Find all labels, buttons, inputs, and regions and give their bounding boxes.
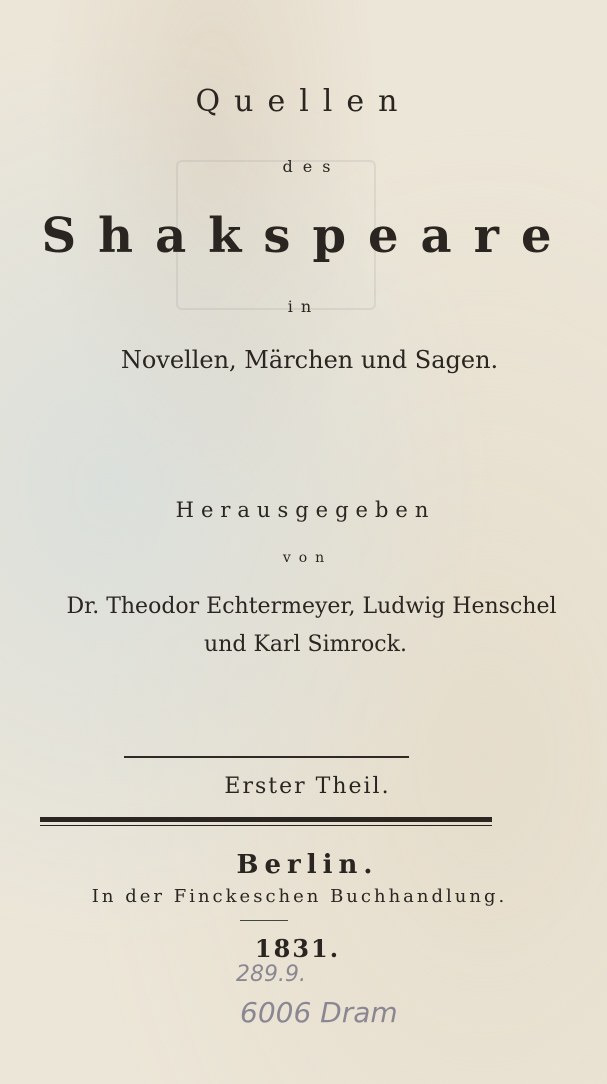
authors-line-1: Dr. Theodor Echtermeyer, Ludwig Henschel [66, 594, 557, 619]
title-line-des: des [282, 157, 341, 176]
editor-label: Herausgegeben [175, 498, 436, 522]
subtitle: Novellen, Märchen und Sagen. [120, 346, 499, 374]
title-line-shakspeare: Shakspeare [41, 208, 574, 264]
thin-divider-under [40, 825, 492, 826]
part-label: Erster Theil. [224, 774, 391, 799]
publisher: In der Finckeschen Buchhandlung. [91, 886, 508, 907]
city: Berlin. [236, 850, 379, 880]
title-line-quellen: Quellen [195, 84, 412, 119]
by-label: von [282, 550, 333, 566]
pencil-catalog-note: 6006 Dram [240, 996, 398, 1029]
thin-divider [124, 756, 409, 758]
pencil-shelf-note: 289.9. [236, 962, 306, 987]
thick-divider [40, 817, 492, 822]
short-divider [240, 920, 288, 921]
authors-line-2: und Karl Simrock. [204, 632, 407, 657]
title-line-in: in [287, 297, 320, 316]
publication-year: 1831. [254, 934, 341, 963]
